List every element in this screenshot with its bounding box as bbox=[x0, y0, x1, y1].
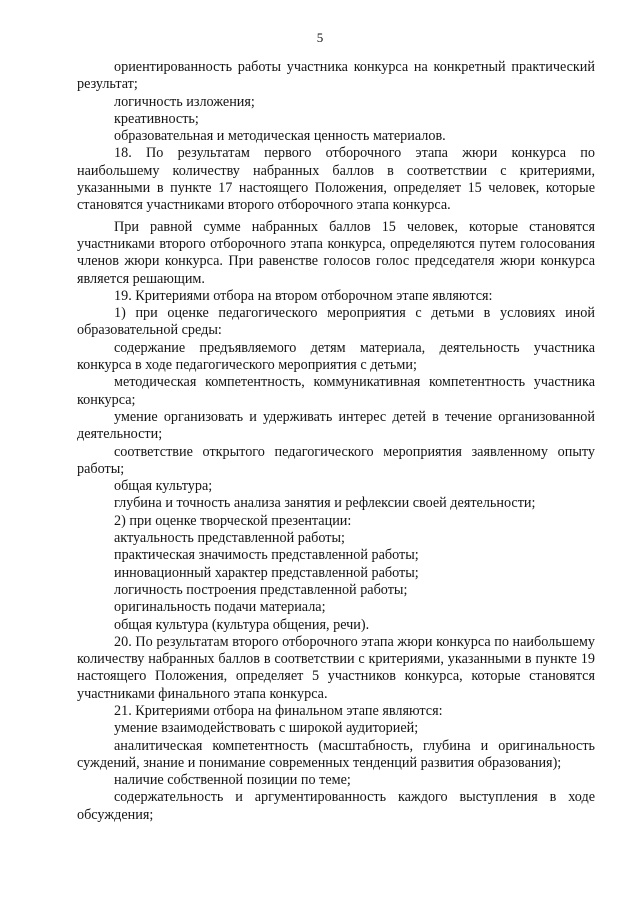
criterion-item: глубина и точность анализа занятия и рефлексии своей деятельности; bbox=[114, 495, 536, 512]
page-number: 5 bbox=[316, 30, 324, 45]
criterion-item: общая культура; bbox=[114, 478, 213, 495]
clause-20: 20. По результатам второго отборочного этапа жюри конкурса по наибольшему количеству набранных баллов в соответствии с критериями, указанными в пункте 19 настоящего Положения, определяет 5 участников конкурса, которые становятся участниками финального этапа конкурса. bbox=[77, 633, 595, 702]
clause-19-subheading-1: 1) при оценке педагогического мероприятия с детьми в условиях иной образовательной среды: bbox=[77, 305, 595, 339]
criterion-item: практическая значимость представленной работы; bbox=[114, 547, 419, 564]
criterion-item: оригинальность подачи материала; bbox=[114, 599, 326, 616]
criterion-item: аналитическая компетентность (масштабность, глубина и оригинальность суждений, знание и понимание современных тенденций развития образования); bbox=[77, 737, 595, 771]
criterion-item: методическая компетентность, коммуникативная компетентность участника конкурса; bbox=[77, 374, 595, 408]
criterion-item: инновационный характер представленной работы; bbox=[114, 564, 419, 581]
criterion-item: креативность; bbox=[114, 110, 199, 127]
criterion-item: умение взаимодействовать с широкой аудиторией; bbox=[114, 720, 419, 737]
clause-18-tie-rule: При равной сумме набранных баллов 15 человек, которые становятся участниками второго отборочного этапа конкурса, определяются путем голосования членов жюри конкурса. При равенстве голосов голос председателя жюри конкурса является решающим. bbox=[77, 218, 595, 287]
criterion-item: общая культура (культура общения, речи). bbox=[114, 616, 370, 633]
criterion-item: образовательная и методическая ценность материалов. bbox=[114, 128, 446, 145]
criterion-item: логичность изложения; bbox=[114, 93, 255, 110]
document-body bbox=[77, 59, 595, 824]
criterion-item: логичность построения представленной работы; bbox=[114, 581, 408, 598]
criterion-item: содержательность и аргументированность каждого выступления в ходе обсуждения; bbox=[77, 789, 595, 823]
clause-21-heading: 21. Критериями отбора на финальном этапе являются: bbox=[114, 702, 443, 719]
criterion-item: актуальность представленной работы; bbox=[114, 530, 345, 547]
criterion-item: наличие собственной позиции по теме; bbox=[114, 772, 351, 789]
clause-19-heading: 19. Критериями отбора на втором отборочном этапе являются: bbox=[114, 287, 493, 304]
clause-19-subheading-2: 2) при оценке творческой презентации: bbox=[114, 512, 352, 529]
criterion-item: умение организовать и удерживать интерес детей в течение организованной деятельности; bbox=[77, 408, 595, 443]
clause-18: 18. По результатам первого отборочного этапа жюри конкурса по наибольшему количеству набранных баллов в соответствии с критериями, указанными в пункте 17 настоящего Положения, определяет 15 человек, которые становятся участниками второго отборочного этапа конкурса. bbox=[77, 145, 595, 214]
criterion-item: содержание предъявляемого детям материала, деятельность участника конкурса в ходе педагогического мероприятия с детьми; bbox=[77, 339, 595, 374]
criterion-item: соответствие открытого педагогического мероприятия заявленному опыту работы; bbox=[77, 443, 595, 477]
criterion-item: ориентированность работы участника конкурса на конкретный практический результат; bbox=[77, 59, 595, 93]
